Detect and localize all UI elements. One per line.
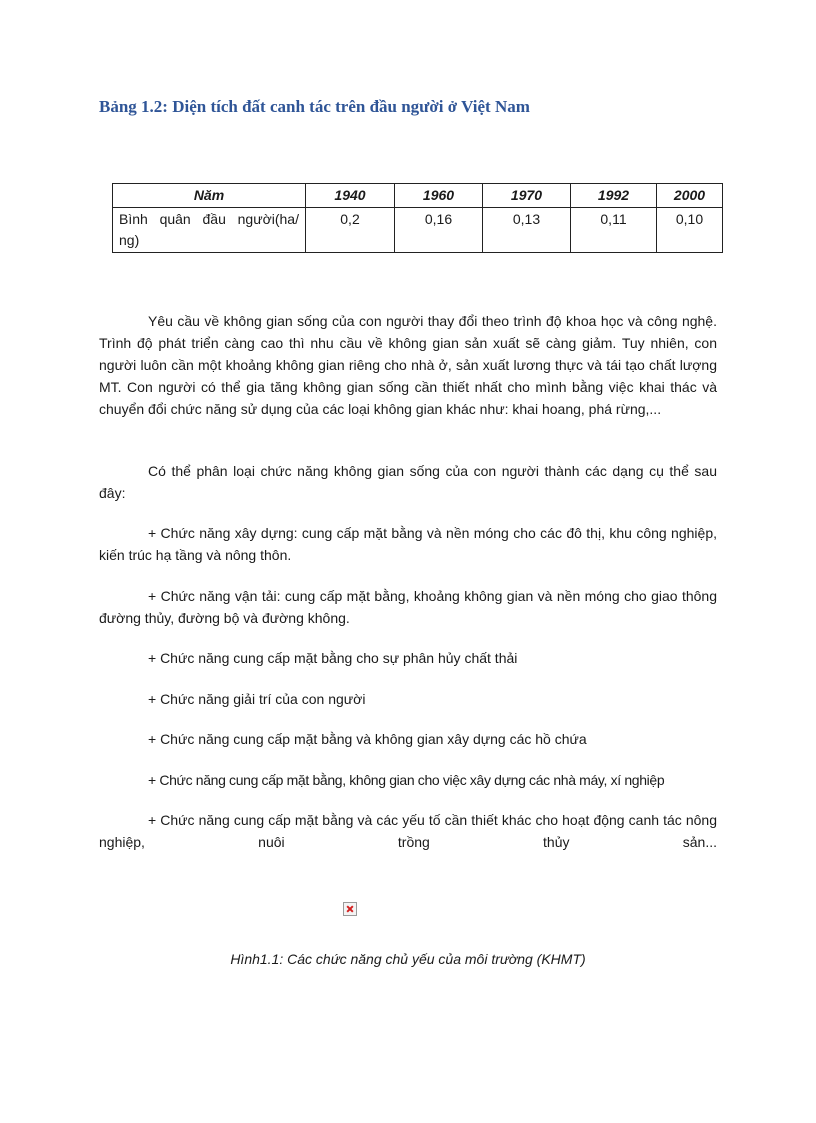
value-cell-2000: 0,10 — [657, 208, 723, 253]
header-cell-1960: 1960 — [395, 184, 483, 208]
value-cell-1960: 0,16 — [395, 208, 483, 253]
list-item-waste: + Chức năng cung cấp mặt bằng cho sự phân hủy chất thải — [148, 650, 518, 666]
table-row — [113, 208, 723, 253]
paragraph-living-space: Yêu cầu về không gian sống của con người thay đổi theo trình độ khoa học và công nghệ. Trình độ phát triển càng cao thì nhu cầu về không gian sản xuất sẽ càng giảm. Tuy nhiên, con người luôn cần một khoảng không gian riêng cho nhà ở, sản xuất lương thực và tái tạo chất lượng MT. Con người có thể gia tăng không gian sống cần thiết nhất cho mình bằng việc khai thác và chuyển đổi chức năng sử dụng của các loại không gian khác như: khai hoang, phá rừng,... — [99, 313, 717, 417]
paragraph-classification: Có thể phân loại chức năng không gian sống của con người thành các dạng cụ thể sau đây: — [99, 463, 717, 501]
list-item-recreation: + Chức năng giải trí của con người — [148, 691, 366, 707]
header-cell-1970: 1970 — [483, 184, 571, 208]
land-per-capita-table — [112, 183, 723, 253]
list-item-transport: + Chức năng vận tải: cung cấp mặt bằng, khoảng không gian và nền móng cho giao thông đường thủy, đường bộ và đường không. — [99, 588, 717, 626]
row-label-cell: Bình quân đầu người(ha/ ng) — [113, 208, 306, 253]
broken-image-icon — [343, 902, 357, 916]
list-item-construction: + Chức năng xây dựng: cung cấp mặt bằng và nền móng cho các đô thị, khu công nghiệp, kiến trúc hạ tầng và nông thôn. — [99, 525, 717, 563]
list-item-agriculture: + Chức năng cung cấp mặt bằng và các yếu tố cần thiết khác cho hoạt động canh tác nông nghiệp, nuôi trồng thủy sản... — [99, 812, 717, 850]
figure-caption: Hình1.1: Các chức năng chủ yếu của môi trường (KHMT) — [230, 951, 586, 967]
table-heading: Bảng 1.2: Diện tích đất canh tác trên đầu người ở Việt Nam — [99, 97, 530, 116]
header-cell-1992: 1992 — [571, 184, 657, 208]
value-cell-1992: 0,11 — [571, 208, 657, 253]
value-cell-1970: 0,13 — [483, 208, 571, 253]
list-item-reservoirs: + Chức năng cung cấp mặt bằng và không gian xây dựng các hồ chứa — [148, 731, 587, 747]
header-cell-1940: 1940 — [306, 184, 395, 208]
header-cell-year: Năm — [113, 184, 306, 208]
table-header-row — [113, 184, 723, 208]
list-item-factories: + Chức năng cung cấp mặt bằng, không gian cho việc xây dựng các nhà máy, xí nghiệp — [148, 772, 665, 788]
value-cell-1940: 0,2 — [306, 208, 395, 253]
header-cell-2000: 2000 — [657, 184, 723, 208]
